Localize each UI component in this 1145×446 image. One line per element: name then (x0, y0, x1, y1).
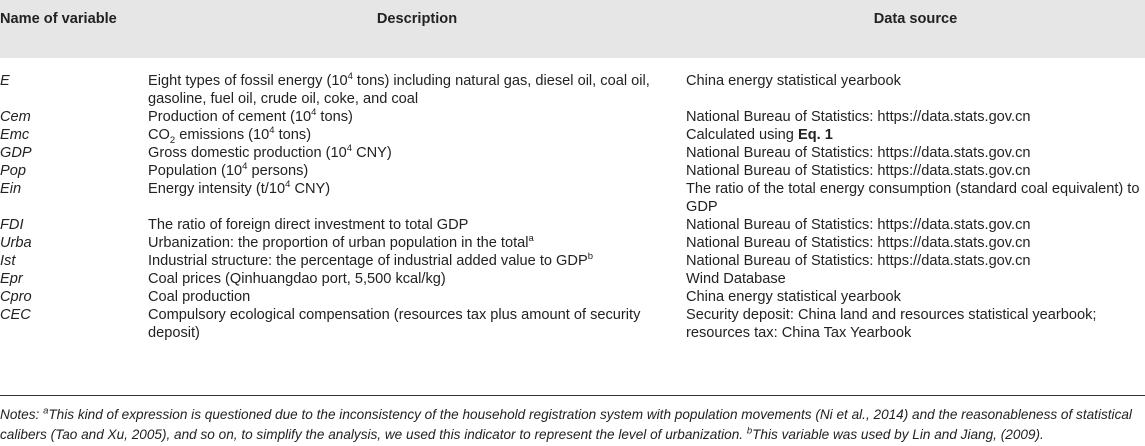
variable-name: Urba (0, 235, 32, 251)
note-b-text: This variable was used by Lin and Jiang, (2009). (752, 427, 1044, 442)
variable-description: Gross domestic production ($10^4$ CNY) (148, 143, 392, 161)
table-row (0, 270, 1145, 288)
variable-name: Ein (0, 181, 22, 197)
table-row (0, 288, 1145, 306)
variable-description: Coal prices (Qinhuangdao port, 5,500 kcal/kg) (148, 271, 446, 287)
table-header-row (0, 0, 1145, 58)
table-row (0, 72, 1145, 108)
variable-name: CEC (0, 307, 31, 323)
header-name-of-variable: Name of variable (0, 11, 117, 27)
data-source: Calculated using Eq. 1 (686, 127, 833, 143)
table-row (0, 216, 1145, 234)
header-description: Description (376, 11, 458, 27)
variable-name: Emc (0, 127, 30, 143)
variable-name: Cpro (0, 289, 32, 305)
data-source: The ratio of the total energy consumption (standard coal equivalent) to GDP (686, 181, 1140, 215)
variable-description: Coal production (148, 289, 251, 305)
table-bottom-rule (0, 395, 1145, 396)
equation-reference: Eq. 1 (797, 127, 833, 143)
table-row (0, 180, 1145, 216)
header-data-source: Data source (873, 11, 958, 27)
table-row (0, 234, 1145, 252)
variable-description: Population ($10^4$ persons) (148, 161, 309, 179)
variable-description: Production of cement ($10^4$ tons) (148, 107, 353, 125)
variable-description: Energy intensity ($t/10^4$ CNY) (148, 179, 331, 197)
data-source: Security deposit: China land and resources statistical yearbook; resources tax: China Tax Yearbook (686, 307, 1097, 341)
variable-description: Compulsory ecological compensation (resources tax plus amount of security deposit) (148, 307, 641, 341)
variable-description: Industrial structure: the percentage of industrial added value to GDP$^b$ (148, 251, 593, 269)
note-a-marker: a (43, 405, 49, 417)
data-source: China energy statistical yearbook (686, 289, 901, 305)
variable-name: Pop (0, 163, 26, 179)
variable-name: FDI (0, 217, 24, 233)
variable-description: $CO_2$ emissions ($10^4$ tons) (148, 125, 312, 146)
variable-description: The ratio of foreign direct investment to total GDP (148, 217, 469, 233)
table-row (0, 108, 1145, 126)
note-b-marker: b (746, 425, 753, 437)
variable-name: Epr (0, 271, 23, 287)
notes-label: Notes: (0, 407, 40, 422)
table-row (0, 162, 1145, 180)
data-source: National Bureau of Statistics: https://data.stats.gov.cn (686, 109, 1031, 125)
note-a-text: This kind of expression is questioned due to the inconsistency of the household registration system with population movements (Ni et al., 2014) and the reasonableness of statistical calibers (Tao and Xu, 2005), and so on, to simplify the analysis, we used this indicator to represent the level of urbanization. (0, 407, 1132, 442)
table-row (0, 252, 1145, 270)
variable-description: Urbanization: the proportion of urban population in the total$^a$ (148, 233, 534, 251)
variable-name: GDP (0, 145, 32, 161)
data-source: National Bureau of Statistics: https://data.stats.gov.cn (686, 253, 1031, 269)
data-source: National Bureau of Statistics: https://data.stats.gov.cn (686, 145, 1031, 161)
table-row (0, 144, 1145, 162)
data-source: National Bureau of Statistics: https://data.stats.gov.cn (686, 163, 1031, 179)
data-source: Wind Database (686, 271, 786, 287)
variable-name: Cem (0, 109, 31, 125)
variable-name: Ist (0, 253, 16, 269)
table-row (0, 126, 1145, 144)
variable-description: Eight types of fossil energy ($10^4$ tons) including natural gas, diesel oil, coal oil, gasoline, fuel oil, crude oil, coke, and coal (148, 71, 650, 107)
table-row (0, 306, 1145, 347)
data-source: National Bureau of Statistics: https://data.stats.gov.cn (686, 235, 1031, 251)
data-source: China energy statistical yearbook (686, 73, 901, 89)
data-source: National Bureau of Statistics: https://data.stats.gov.cn (686, 217, 1031, 233)
variable-name: E (0, 73, 10, 89)
table-notes (0, 405, 1145, 445)
